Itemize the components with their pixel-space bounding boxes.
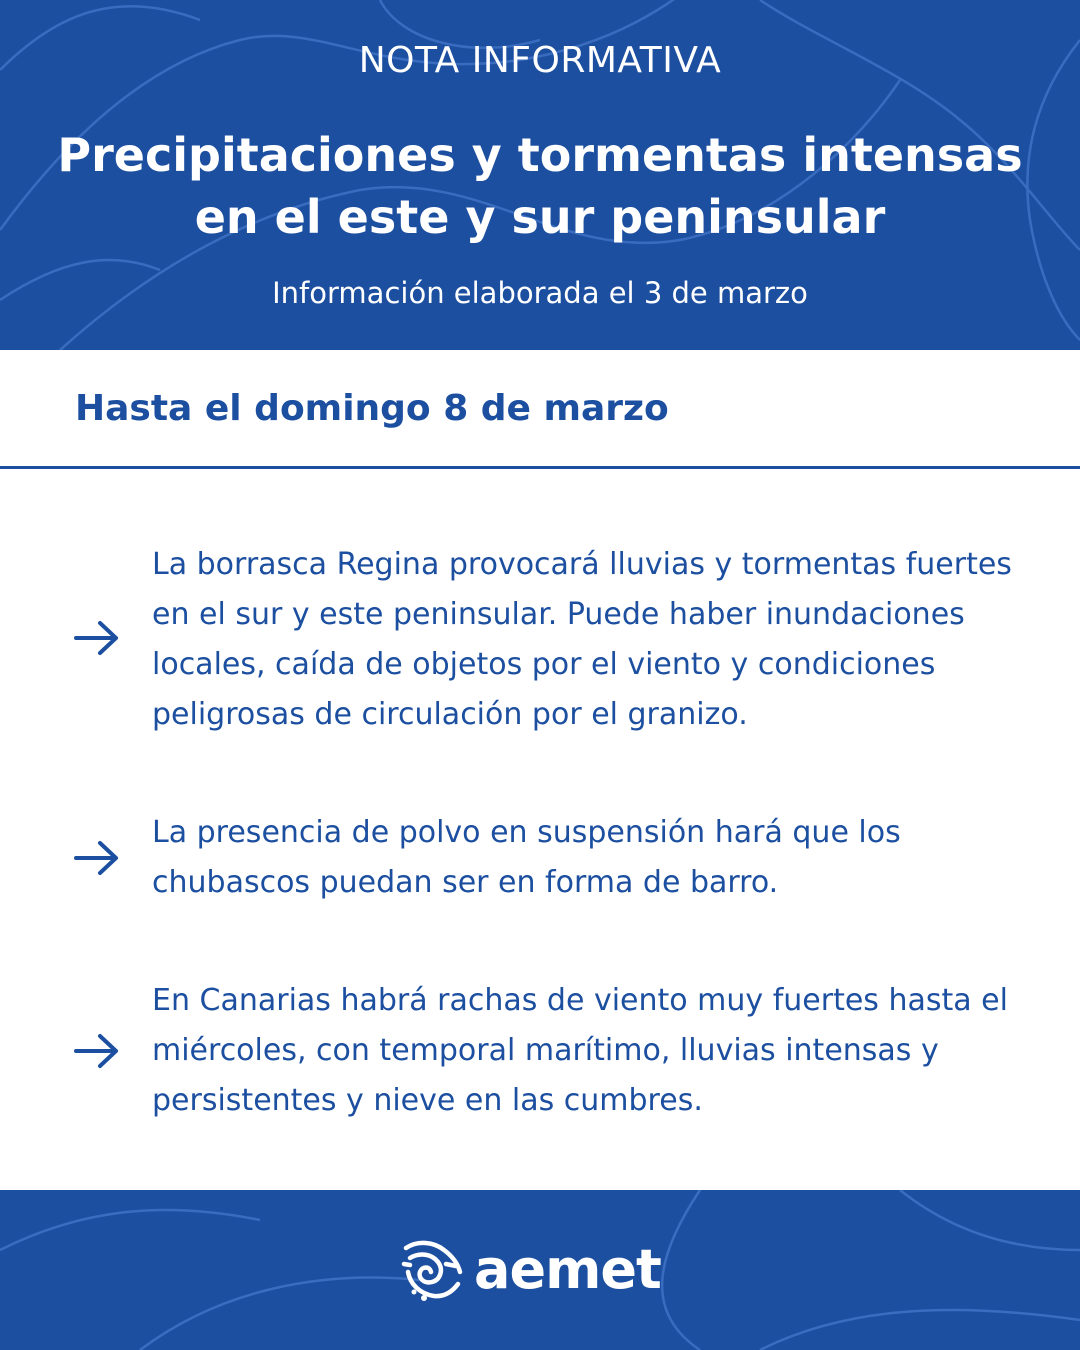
arrow-right-icon bbox=[73, 618, 121, 658]
bullet-text: La presencia de polvo en suspensión hará que los chubascos puedan ser en forma de barro. bbox=[152, 815, 901, 900]
arrow-right-icon bbox=[73, 838, 121, 878]
arrow-right-icon bbox=[73, 1031, 121, 1071]
aemet-wordmark: aemet bbox=[474, 1238, 661, 1301]
page-title: Precipitaciones y tormentas intensas en el este y sur peninsular bbox=[57, 128, 1023, 244]
section-title: Hasta el domingo 8 de marzo bbox=[75, 388, 669, 429]
aemet-emblem-icon bbox=[400, 1238, 466, 1302]
bullet-text: En Canarias habrá rachas de viento muy fuertes hasta el miércoles, con temporal marítimo, lluvias intensas y persistentes y nieve en las cumbres. bbox=[152, 983, 1008, 1118]
publication-date: Información elaborada el 3 de marzo bbox=[272, 276, 808, 310]
footer-banner bbox=[0, 1190, 1080, 1350]
aemet-logo bbox=[400, 1238, 661, 1302]
section-divider bbox=[0, 466, 1080, 469]
header-banner bbox=[0, 0, 1080, 350]
note-kicker: NOTA INFORMATIVA bbox=[358, 40, 722, 81]
bullet-text: La borrasca Regina provocará lluvias y tormentas fuertes en el sur y este peninsular. Puede haber inundaciones locales, caída de objetos por el viento y condiciones peligrosas de circulación por el granizo. bbox=[152, 547, 1012, 732]
